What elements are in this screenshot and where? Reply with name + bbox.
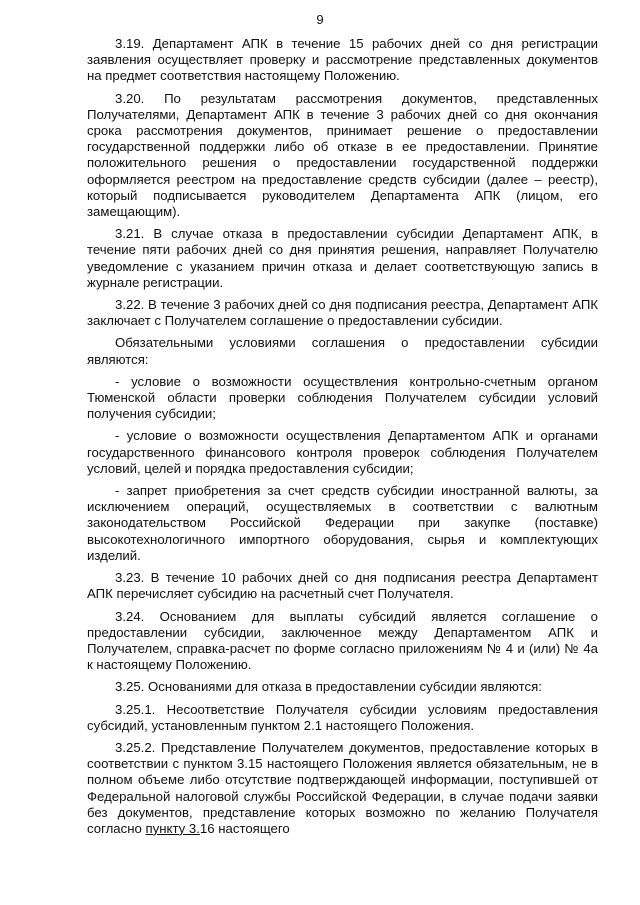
paragraph-3-20: 3.20. По результатам рассмотрения документов, представленных Получателями, Департамент АПК в течение 3 рабочих дней со дня окончания срока рассмотрения документов, принимает решение о предоставлении государственной поддержки либо об отказе в ее предоставлении. Принятие положительного решения о предоставлении государственной поддержки оформляется реестром на предоставление средств субсидии (далее – реестр), который подписывается руководителем Департамента АПК (лицом, его замещающим). <box>87 90 598 220</box>
reference-link-3-16[interactable]: пункту 3. <box>145 820 200 836</box>
paragraph-3-21: 3.21. В случае отказа в предоставлении субсидии Департамент АПК, в течение пяти рабочих дней со дня принятия решения, направляет Получателю уведомление с указанием причин отказа и делает соответствующую запись в журнале регистрации. <box>87 226 598 290</box>
paragraph-3-25-2-tail: 16 настоящего <box>199 820 290 836</box>
paragraph-3-25-2 <box>87 740 598 837</box>
paragraph-3-25: 3.25. Основаниями для отказа в предоставлении субсидии являются: <box>115 679 542 695</box>
paragraph-3-25-2-text: 3.25.2. Представление Получателем документов, предоставление которых в соответствии с пунктом 3.15 настоящего Положения является обязательным, не в полном объеме либо отсутствие подтверждающей информации, поступившей от Федеральной налоговой службы Российской Федерации, в случае подачи заявки без документов, представление которых возможно по желанию Получателя согласно <box>87 739 598 836</box>
paragraph-3-23: 3.23. В течение 10 рабочих дней со дня подписания реестра Департамент АПК перечисляет субсидию на расчетный счет Получателя. <box>87 570 598 602</box>
condition-item-3: - запрет приобретения за счет средств субсидии иностранной валюты, за исключением операций, осуществляемых в соответствии с валютным законодательством Российской Федерации при закупке (поставке) высокотехнологичного импортного оборудования, сырья и комплектующих изделий. <box>87 483 598 563</box>
paragraph-3-24: 3.24. Основанием для выплаты субсидий является соглашение о предоставлении субсидии, заключенное между Департаментом АПК и Получателем, справка-расчет по форме согласно приложениям № 4 и (или) № 4а к настоящему Положению. <box>87 608 598 673</box>
paragraph-3-19: 3.19. Департамент АПК в течение 15 рабочих дней со дня регистрации заявления осуществляет проверку и рассмотрение представленных документов на предмет соответствия настоящему Положению. <box>87 36 598 84</box>
document-body <box>87 36 598 843</box>
condition-item-2: - условие о возможности осуществления Департаментом АПК и органами государственного финансового контроля проверок соблюдения Получателем условий, целей и порядка предоставления субсидии; <box>87 428 598 476</box>
paragraph-3-25-1: 3.25.1. Несоответствие Получателя субсидии условиям предоставления субсидий, установленным пунктом 2.1 настоящего Положения. <box>87 701 598 733</box>
paragraph-3-22: 3.22. В течение 3 рабочих дней со дня подписания реестра, Департамент АПК заключает с Получателем соглашение о предоставлении субсидии. <box>87 297 598 329</box>
paragraph-mandatory-conditions: Обязательными условиями соглашения о предоставлении субсидии являются: <box>87 335 598 367</box>
page-number: 9 <box>316 12 324 27</box>
condition-item-1: - условие о возможности осуществления контрольно-счетным органом Тюменской области проверки соблюдения Получателем субсидии условий получения субсидии; <box>87 373 598 422</box>
